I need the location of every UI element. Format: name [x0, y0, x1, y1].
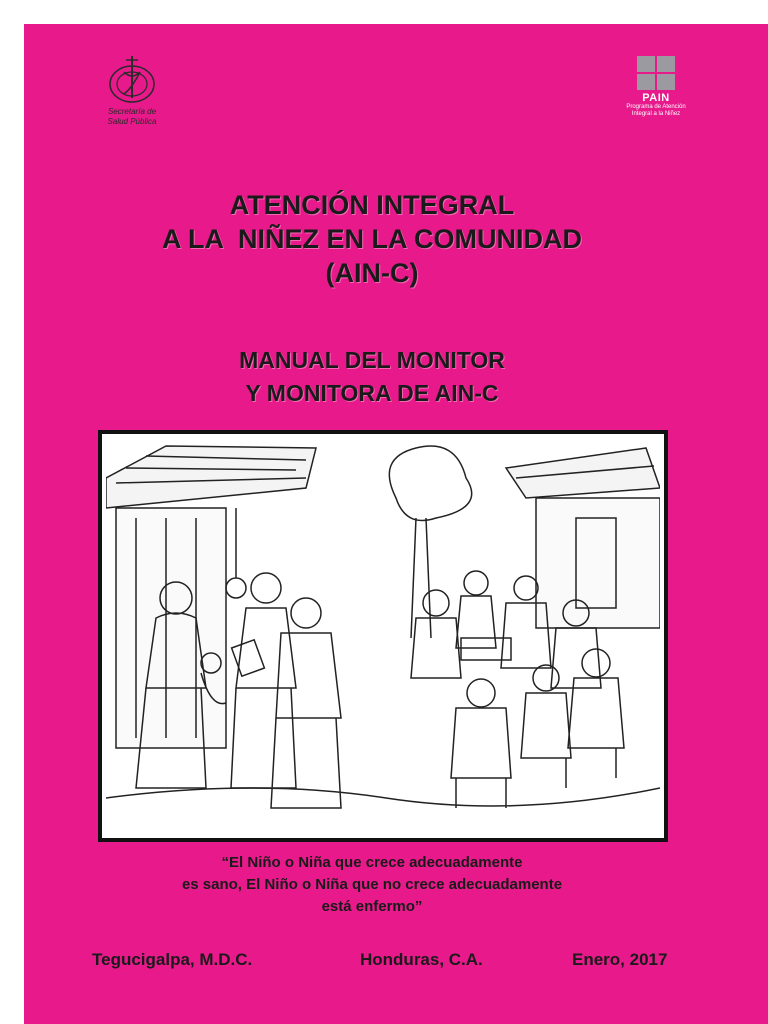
pain-icon-grid	[637, 56, 675, 90]
manual-subtitle	[60, 344, 684, 410]
ministry-caption-line-1: Secretaría de	[107, 107, 157, 116]
subtitle-line-2: Y MONITORA DE AIN-C	[245, 380, 499, 406]
ministry-seal-icon	[102, 54, 162, 106]
quote-line-2: es sano, El Niño o Niña que no crece adecuadamente	[181, 876, 563, 893]
title-line-3: (AIN-C)	[325, 258, 419, 288]
title-line-2: A LA NIÑEZ EN LA COMUNIDAD	[162, 224, 582, 254]
footer-date: Enero, 2017	[572, 950, 668, 969]
footer-country: Honduras, C.A.	[360, 950, 483, 969]
main-title	[60, 188, 684, 290]
pain-baby-icon	[637, 74, 655, 90]
pain-name: PAIN	[642, 92, 670, 104]
quote-line-1: “El Niño o Niña que crece adecuadamente	[221, 854, 523, 871]
pain-caption-line-1: Programa de Atención	[626, 104, 686, 110]
quote-block	[60, 852, 684, 918]
pain-logo	[614, 56, 698, 118]
quote-line-3: está enfermo”	[321, 898, 423, 915]
ministry-caption-line-2: Salud Pública	[107, 117, 157, 126]
footer-city: Tegucigalpa, M.D.C.	[92, 950, 253, 969]
title-line-1: ATENCIÓN INTEGRAL	[229, 190, 515, 220]
pain-mother-icon	[637, 56, 655, 72]
pain-child-icon	[657, 56, 675, 72]
community-weighing-illustration	[106, 438, 660, 834]
subtitle-line-1: MANUAL DEL MONITOR	[239, 347, 505, 373]
cover-illustration	[98, 430, 668, 842]
health-ministry-logo	[82, 54, 182, 126]
pain-caption-line-2: Integral a la Niñez	[631, 111, 681, 117]
pain-family-icon	[657, 74, 675, 90]
